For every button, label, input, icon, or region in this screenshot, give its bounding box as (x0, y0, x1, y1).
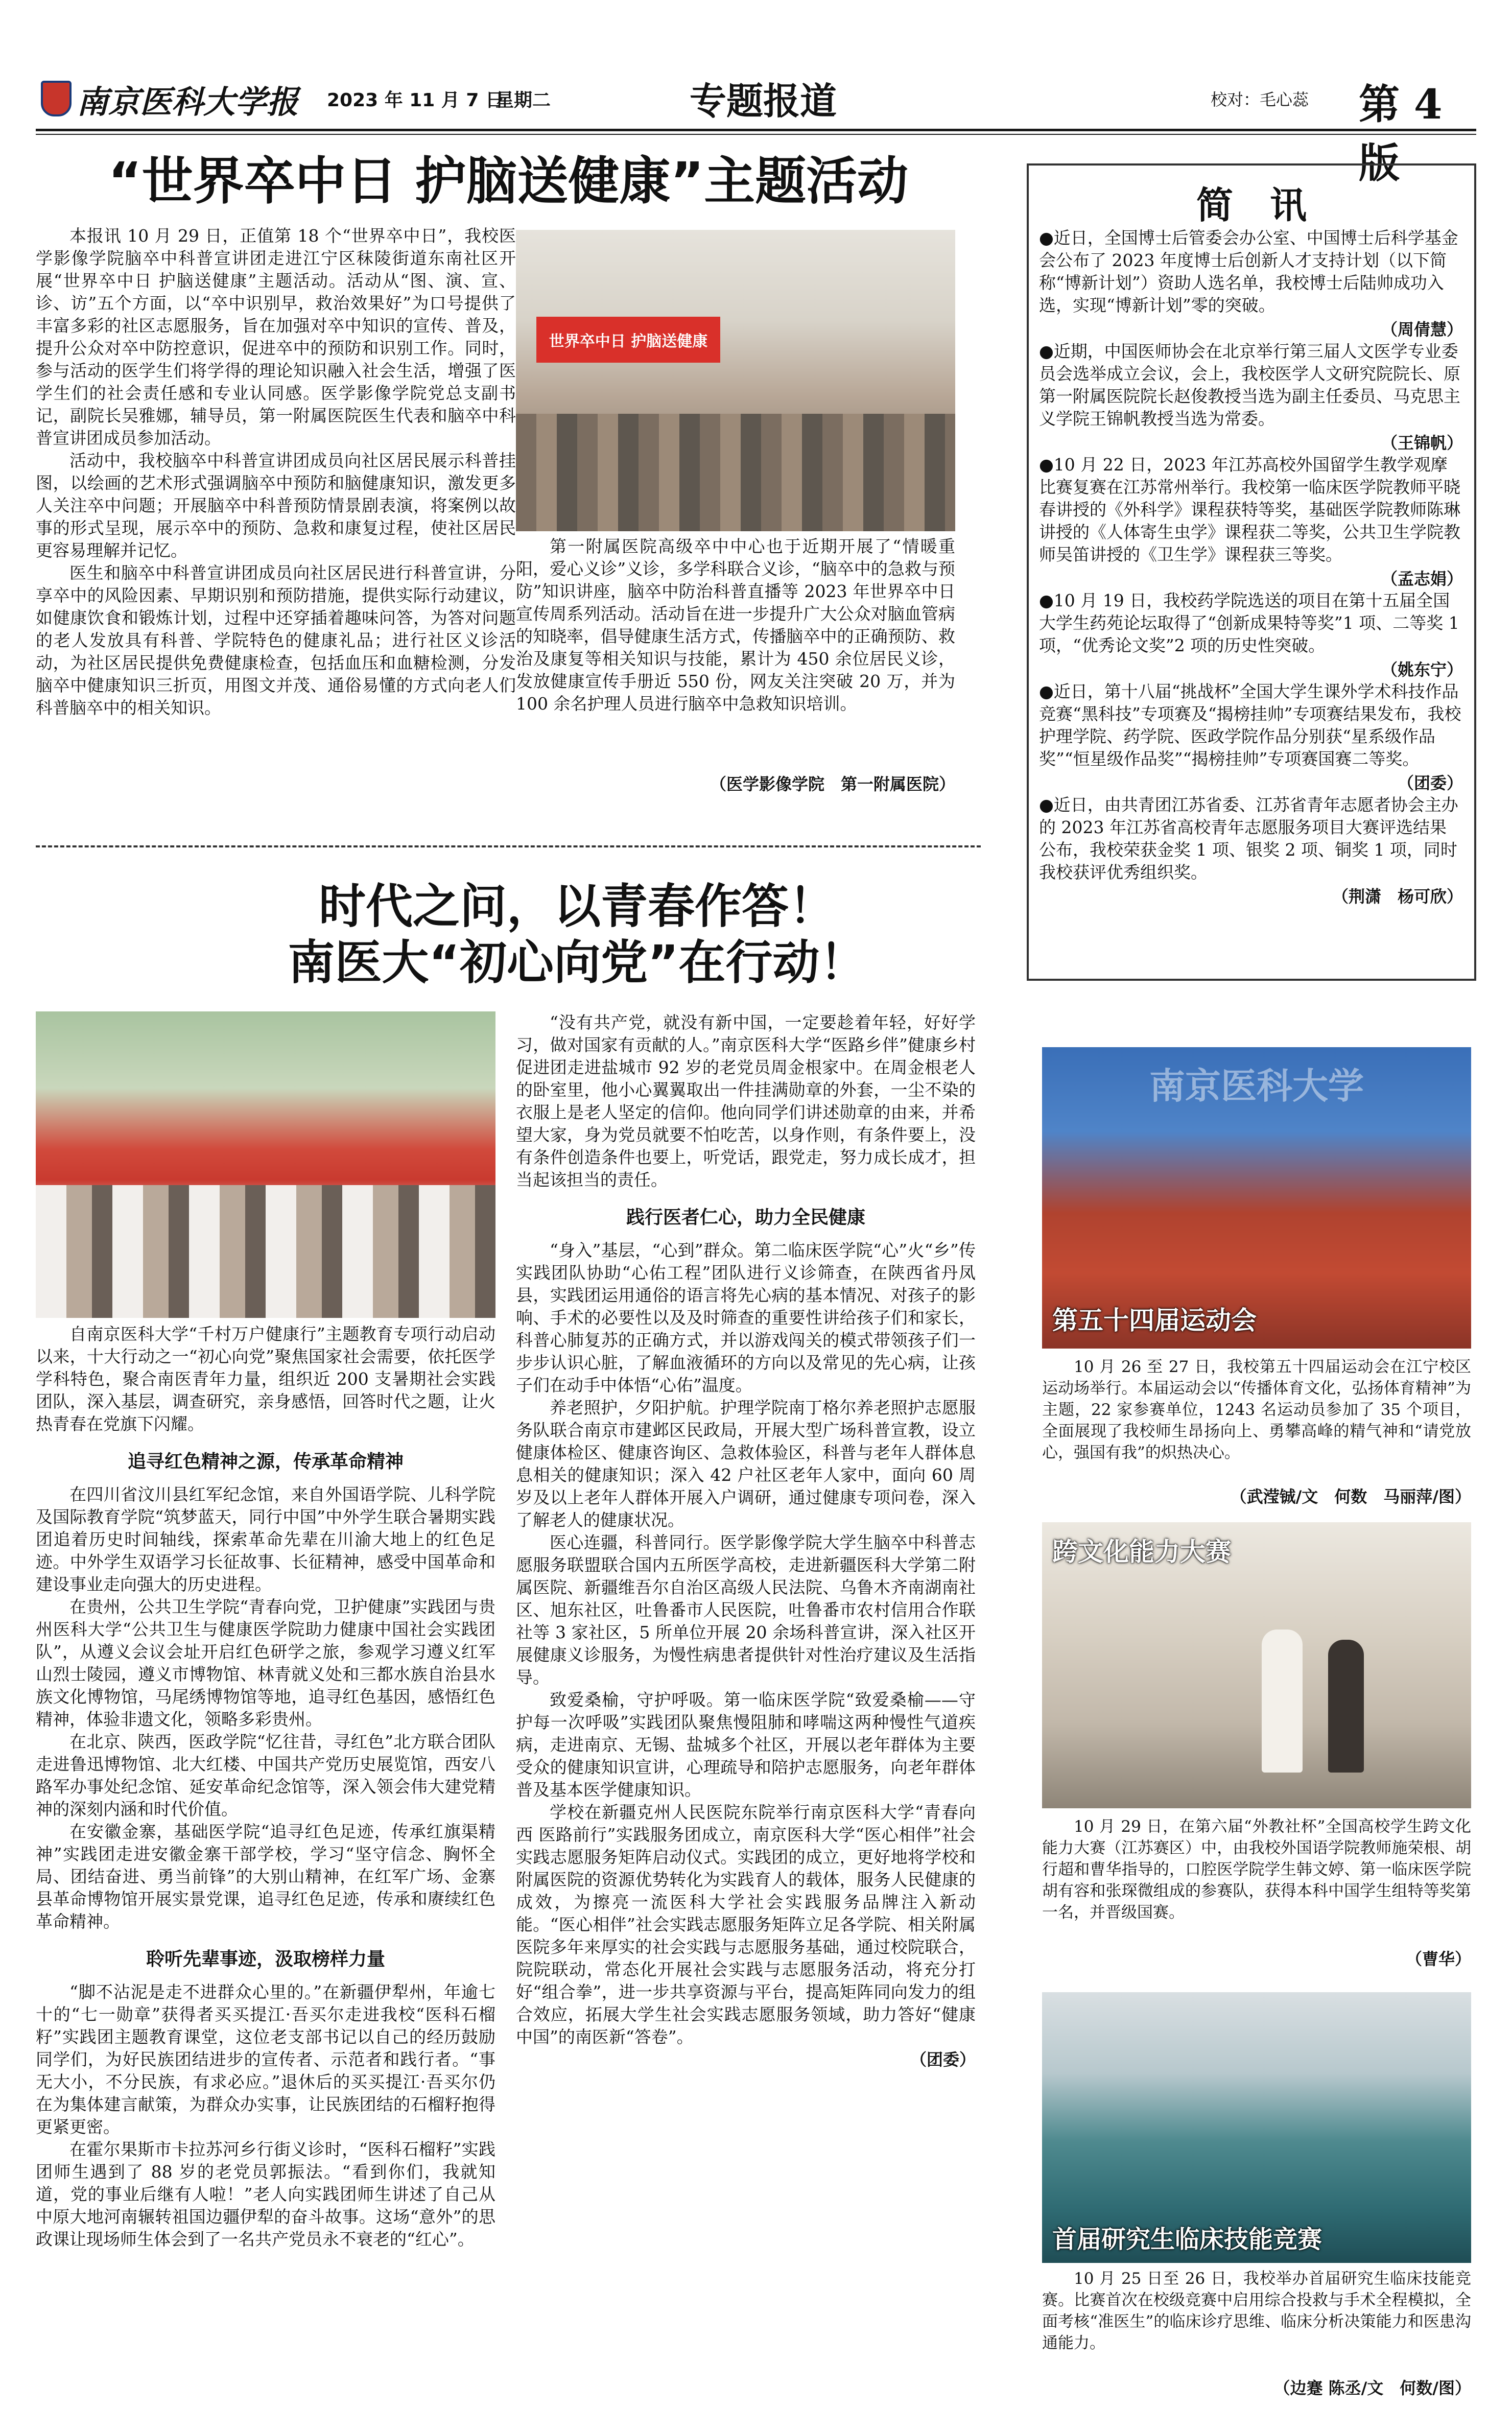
article1-photo (516, 230, 955, 531)
briefs-list (1039, 227, 1463, 907)
photo-figure (1262, 1630, 1303, 1773)
page-number: 第 4 版 (1359, 80, 1443, 187)
article2-para: 在北京、陕西，医政学院“忆往昔，寻红色”北方联合团队走进鲁迅博物馆、北大红楼、中国共产党历史展览馆，西安八路军办事处纪念馆、延安革命纪念馆等，深入领会伟大建党精神的深刻内涵和时代价值。 (36, 1732, 495, 1819)
article2-col1 (36, 1323, 495, 2251)
photo-people (36, 1185, 495, 1318)
brief-sig: （姚东宁） (1381, 660, 1463, 679)
article2-para: 在安徽金寨，基础医学院“追寻红色足迹，传承红旗渠精神”实践团走进安徽金寨干部学校，学习“坚守信念、胸怀全局、团结奋进、勇当前锋”的大别山精神，在红军广场、金寨县革命博物馆开展实景党课，追寻红色足迹，传承和赓续红色革命精神。 (36, 1822, 495, 1931)
brief-item: ●10 月 22 日，2023 年江苏高校外国留学生教学观摩比赛复赛在江苏常州举行。我校第一临床医学院教师平晓春讲授的《外科学》课程获特等奖，基础医学院教师陈琳讲授的《人体寄生虫学》课程获二等奖，公共卫生学院教师吴笛讲授的《卫生学》课程获三等奖。 (1039, 455, 1460, 564)
article1-para: 第一附属医院高级卒中中心也于近期开展了“情暖重阳，爱心义诊”义诊，多学科联合义诊，“脑卒中的急救与预防”知识讲座，脑卒中防治科普直播等 2023 年世界卒中日宣传周系列活动。活动旨在进一步提升广大公众对脑血管病的知晓率，倡导健康生活方式，传播脑卒中的正确预防、救治及康复等相关知识与技能，累计为 450 余位居民义诊，发放健康宣传手册近 550 份，网友关注突破 20 万，并为 100 余名护理人员进行脑卒中急救知识培训。 (516, 536, 955, 714)
article2-subhead-3: 践行医者仁心，助力全民健康 (626, 1207, 865, 1228)
brief-sig: （荆潇 杨可欣） (1332, 887, 1463, 906)
issue-date: 2023 年 11 月 7 日 (327, 90, 504, 111)
article2-para: 医心连疆，科普同行。医学影像学院大学生脑卒中科普志愿服务联盟联合国内五所医学高校，走进新疆医科大学第二附属医院、新疆维吾尔自治区高级人民法院、乌鲁木齐南湖南社区、旭东社区，吐鲁番市人民医院，吐鲁番市农村信用合作联社等 3 家社区，5 所单位开展 20 余场科普宣讲，深入社区开展健康义诊服务，为慢性病患者提供针对性治疗建议及生活指导。 (516, 1532, 976, 1687)
article2-para: “没有共产党，就没有新中国，一定要趁着年轻，好好学习，做对国家有贡献的人。”南京医科大学“医路乡伴”健康乡村促进团走进盐城市 92 岁的老党员周金根家中。在周金根老人的卧室里，他小心翼翼取出一件挂满勋章的外套，一尘不染的衣服上是老人坚定的信仰。他向同学们讲述勋章的由来，并希望大家，身为党员就要不怕吃苦，以身作则，有条件要上，没有条件创造条件也要上，听党话，跟党走，努力成长成才，担当起该担当的责任。 (516, 1012, 976, 1190)
article1-col1 (36, 225, 516, 719)
school-logo-icon (41, 81, 72, 116)
article1-title: “世界卒中日 护脑送健康”主题活动 (108, 151, 909, 211)
article1-signature: （医学影像学院 第一附属医院） (710, 774, 955, 794)
article2-title-line2: 南医大“初心向党”在行动！ (288, 935, 867, 990)
briefs-box (1027, 163, 1476, 981)
masthead-rule-thin (36, 134, 1476, 135)
article2-subhead-1: 追寻红色精神之源，传承革命精神 (127, 1451, 404, 1472)
article1-col2 (516, 535, 955, 715)
brief-sig: （团委） (1397, 773, 1463, 793)
photo-banner: 世界卒中日 护脑送健康 (536, 317, 720, 363)
article2-col2 (516, 1011, 976, 2071)
brief-item: ●10 月 19 日，我校药学院选送的项目在第十五届全国大学生药苑论坛取得了“创新成果特等奖”1 项、二等奖 1 项，“优秀论文奖”2 项的历史性突破。 (1039, 591, 1459, 655)
article2-para: 养老照护，夕阳护航。护理学院南丁格尔养老照护志愿服务队联合南京市建邺区民政局，开展大型广场科普宣教，设立健康体检区、健康咨询区、急救体验区，科普与老年人群体息息相关的健康知识；深入 42 户社区老年人家中，面向 60 周岁及以上老年人群体开展入户调研，通过健康专项问卷，深入了解老人的健康状况。 (516, 1398, 976, 1530)
brief-sig: （王锦帆） (1381, 433, 1463, 453)
article1-para: 医生和脑卒中科普宣讲团成员向社区居民进行科普宣讲，分享卒中的风险因素、早期识别和预防措施，提供实际行动建议，如健康饮食和锻炼计划，过程中还穿插着趣味问答，为答对问题的老人发放具有科普、学院特色的健康礼品；进行社区义诊活动，为社区居民提供免费健康检查，包括血压和血糖检测，分发脑卒中健康知识三折页，用图文并茂、通俗易懂的方式向老人们科普脑卒中的相关知识。 (36, 563, 516, 718)
article1-para: 本报讯 10 月 29 日，正值第 18 个“世界卒中日”，我校医学影像学院脑卒中科普宣讲团走进江宁区秣陵街道东南社区开展“世界卒中日 护脑送健康”主题活动。活动从“图、演、宣、诊、访”五个方面，以“卒中识别早，救治效果好”为口号提供了丰富多彩的社区志愿服务，旨在加强对卒中知识的宣传、普及，提升公众对卒中防控意识，促进卒中的预防和识别工作。同时，参与活动的医学生们将学得的理论知识融入社会生活，增强了医学生们的社会责任感和专业认同感。医学影像学院党总支副书记，副院长吴雅娜，辅导员，第一附属医院医生代表和脑卒中科普宣讲团成员参加活动。 (36, 226, 516, 448)
sports-bg-banner: 南京医科大学 (1149, 1065, 1364, 1107)
section-name: 专题报道 (690, 79, 837, 123)
article2-para: 在霍尔果斯市卡拉苏河乡行街义诊时，“医科石榴籽”实践团师生遇到了 88 岁的老党员郭振法。“看到你们，我就知道，党的事业后继有人啦！”老人向实践团师生讲述了自己从中原大地河南辗转祖国边疆伊犁的奋斗故事。这场“意外”的思政课让现场师生体会到了一名共产党员永不衰老的“红心”。 (36, 2139, 495, 2249)
article2-para: 在贵州，公共卫生学院“青春向党，卫护健康”实践团与贵州医科大学“公共卫生与健康医学院助力健康中国社会实践团队”，从遵义会议会址开启红色研学之旅，参观学习遵义红军山烈士陵园，遵义市博物馆、林青就义处和三都水族自治县水族文化博物馆，马尾绣博物馆等地，追寻红色基因，感悟红色精神，体验非遗文化，领略多彩贵州。 (36, 1597, 495, 1729)
photo-figure (1328, 1640, 1364, 1773)
sports-photo-title: 第五十四届运动会 (1052, 1306, 1257, 1335)
proofreader: 校对：毛心蕊 (1211, 90, 1309, 109)
article2-photo (36, 1011, 495, 1318)
brief-item: ●近日，全国博士后管委会办公室、中国博士后科学基金会公布了 2023 年度博士后创新人才支持计划（以下简称“博新计划”）资助人选名单，我校博士后陆帅成功入选，实现“博新计划”零的突破。 (1039, 228, 1458, 315)
clinical-signature: （边蹇 陈丞/文 何数/图） (1273, 2378, 1471, 2398)
crosscultural-photo-title: 跨文化能力大赛 (1052, 1537, 1231, 1567)
clinical-photo-title: 首届研究生临床技能竞赛 (1052, 2225, 1322, 2254)
issue-weekday: 星期二 (495, 90, 551, 111)
photo-crowd (516, 414, 955, 531)
article2-para: 在四川省汶川县红军纪念馆，来自外国语学院、儿科学院及国际教育学院“筑梦蓝天，同行中国”中外学生联合暑期实践团追着历史时间轴线，探索革命先辈在川渝大地上的红色足迹。中外学生双语学习长征故事、长征精神，感受中国革命和建设事业走向强大的历史进程。 (36, 1484, 495, 1594)
brief-item: ●近日，第十八届“挑战杯”全国大学生课外学术科技作品竞赛“黑科技”专项赛及“揭榜挂帅”专项赛结果发布，我校护理学院、药学院、医政学院作品分别获“星系级作品奖”“恒星级作品奖”“揭榜挂帅”专项赛国赛二等奖。 (1039, 681, 1461, 769)
article2-para: “脚不沾泥是走不进群众心里的。”在新疆伊犁州，年逾七十的“七一勋章”获得者买买提江·吾买尔走进我校“医科石榴籽”实践团主题教育课堂，这位老支部书记以自己的经历鼓励同学们，为好民族团结进步的宣传者、示范者和践行者。“事无大小，不分民族，有求必应。”退休后的买买提江·吾买尔仍在为集体建言献策，为群众办实事，让民族团结的石榴籽抱得更紧更密。 (36, 1982, 495, 2137)
article2-para: 致爱桑榆，守护呼吸。第一临床医学院“致爱桑榆——守护每一次呼吸”实践团队聚焦慢阻肺和哮喘这两种慢性气道疾病，走进南京、无锡、盐城多个社区，开展以老年群体为主要受众的健康知识宣讲，心理疏导和陪护志愿服务，向老年群体普及基本医学健康知识。 (516, 1690, 976, 1800)
article2-para: 学校在新疆克州人民医院东院举行南京医科大学“青春向西 医路前行”实践服务团成立，南京医科大学“医心相伴”社会实践志愿服务矩阵启动仪式。实践团的成立，更好地将学校和附属医院的资源优势转化为实践育人的载体，服务人民健康的成效，为擦亮一流医科大学社会实践服务品牌注入新动能。“医心相伴”社会实践志愿服务矩阵立足各学院、相关附属医院多年来厚实的社会实践与志愿服务基础，通过校院联合，院院联动，常态化开展社会实践与志愿服务活动，将充分打好“组合拳”，进一步共享资源与平台，提高矩阵同向发力的组合效应，拓展大学生社会实践志愿服务领域，助力答好“健康中国”的南医新“答卷”。 (516, 1802, 976, 2047)
brief-item: ●近期，中国医师协会在北京举行第三届人文医学专业委员会选举成立会议，会上，我校医学人文研究院院长、原第一附属医院院长赵俊教授当选为副主任委员、马克思主义学院王锦帆教授当选为常委。 (1039, 341, 1460, 429)
sports-signature: （武滢铖/文 何数 马丽萍/图） (1230, 1487, 1471, 1506)
crosscultural-caption: 10 月 29 日，在第六届“外教社杯”全国高校学生跨文化能力大赛（江苏赛区）中，由我校外国语学院教师施荣根、胡行超和曹华指导的，口腔医学院学生韩文婷、第一临床医学院胡有容和张琛微组成的参赛队，获得本科中国学生组特等奖第一名，并晋级国赛。 (1042, 1817, 1471, 1922)
briefs-title: 简 讯 (1196, 184, 1307, 227)
masthead-rule (36, 129, 1476, 131)
clinical-caption: 10 月 25 日至 26 日，我校举办首届研究生临床技能竞赛。比赛首次在校级竞赛中启用综合投救与手术全程模拟，全面考核“准医生”的临床诊疗思维、临床分析决策能力和医患沟通能力。 (1042, 2270, 1471, 2352)
brief-sig: （孟志娟） (1381, 569, 1463, 588)
sports-caption: 10 月 26 至 27 日，我校第五十四届运动会在江宁校区运动场举行。本届运动会以“传播体育文化，弘扬体育精神”为主题，22 家参赛单位，1243 名运动员参加了 35 个项目，全面展现了我校师生昂扬向上、勇攀高峰的精气神和“请党放心，强国有我”的炽热决心。 (1042, 1358, 1471, 1462)
brief-sig: （周倩慧） (1381, 320, 1463, 339)
brief-item: ●近日，由共青团江苏省委、江苏省青年志愿者协会主办的 2023 年江苏省高校青年志愿服务项目大赛评选结果公布，我校荣获金奖 1 项、银奖 2 项、铜奖 1 项，同时我校获评优秀组织奖。 (1039, 795, 1458, 882)
article2-title-line1: 时代之问，以青春作答！ (318, 879, 836, 934)
clinical-photo (1042, 1992, 1471, 2263)
article2-intro: 自南京医科大学“千村万户健康行”主题教育专项行动启动以来，十大行动之一“初心向党”聚焦国家社会需要，依托医学学科特色，聚合南医青年力量，组织近 200 支暑期社会实践团队，深入基层，调查研究，亲身感悟，回答时代之题，让火热青春在党旗下闪耀。 (36, 1324, 495, 1434)
crosscultural-signature: （曹华） (1405, 1949, 1471, 1969)
article2-para: “身入”基层，“心到”群众。第二临床医学院“心”火“乡”传实践团队协助“心佑工程”团队进行义诊筛查，在陕西省丹凤县，实践团运用通俗的语言将先心病的基本情况、对孩子的影响、手术的必要性以及及时筛查的重要性讲给孩子们和家长，科普心肺复苏的正确方式，并以游戏闯关的模式带领孩子们一步步认识心脏，了解血液循环的方向以及常见的先心病，让孩子们在动手中体悟“心佑”温度。 (516, 1240, 976, 1395)
article2-subhead-2: 聆听先辈事迹，汲取榜样力量 (146, 1949, 385, 1970)
paper-name: 南京医科大学报 (77, 83, 299, 121)
crosscultural-photo (1042, 1522, 1471, 1808)
section-divider (36, 845, 981, 847)
sports-photo (1042, 1047, 1471, 1349)
article1-para: 活动中，我校脑卒中科普宣讲团成员向社区居民展示科普挂图，以绘画的艺术形式强调脑卒中预防和脑健康知识，激发更多人关注卒中问题；开展脑卒中科普预防情景剧表演，将案例以故事的形式呈现，展示卒中的预防、急救和康复过程，使社区居民更容易理解并记忆。 (36, 451, 516, 560)
article2-signature: （团委） (910, 2050, 976, 2069)
